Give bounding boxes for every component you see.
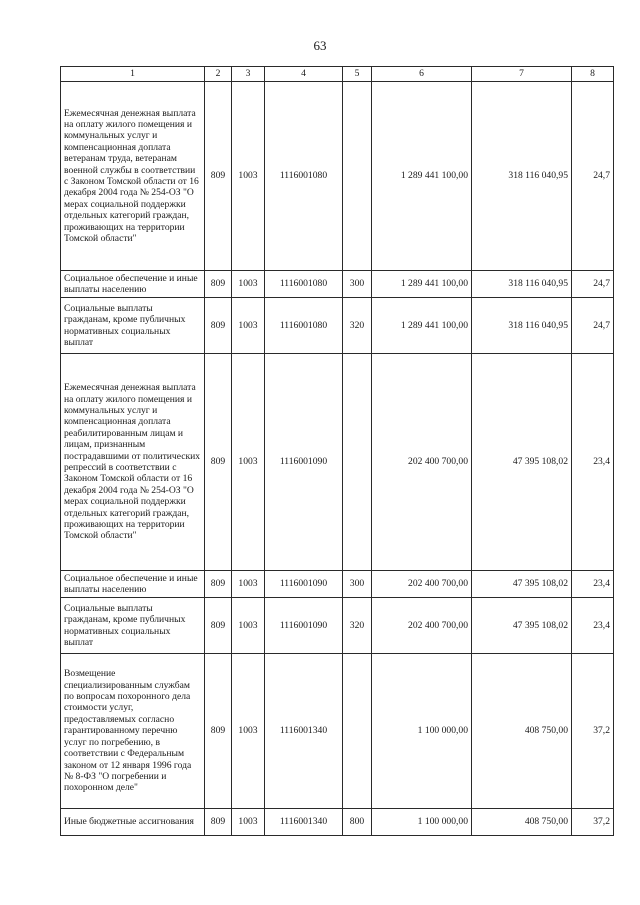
row-name-cell: Социальные выплаты гражданам, кроме публичных нормативных социальных выплат bbox=[61, 298, 205, 354]
column-header: 7 bbox=[472, 67, 572, 82]
cell-section-code: 1003 bbox=[232, 298, 265, 354]
cell-target-article: 1116001340 bbox=[265, 654, 343, 809]
cell-section-code: 1003 bbox=[232, 654, 265, 809]
table-row bbox=[61, 271, 614, 298]
cell-planned-amount: 202 400 700,00 bbox=[372, 571, 472, 598]
cell-section-code: 1003 bbox=[232, 809, 265, 836]
cell-expense-type: 300 bbox=[343, 571, 372, 598]
table-row bbox=[61, 809, 614, 836]
cell-section-code: 1003 bbox=[232, 571, 265, 598]
table-row bbox=[61, 354, 614, 571]
cell-actual-amount: 408 750,00 bbox=[472, 654, 572, 809]
column-header: 5 bbox=[343, 67, 372, 82]
column-header: 3 bbox=[232, 67, 265, 82]
column-header: 2 bbox=[205, 67, 232, 82]
cell-target-article: 1116001080 bbox=[265, 298, 343, 354]
cell-expense-type: 800 bbox=[343, 809, 372, 836]
column-header: 4 bbox=[265, 67, 343, 82]
cell-planned-amount: 1 100 000,00 bbox=[372, 654, 472, 809]
table-row bbox=[61, 654, 614, 809]
cell-admin-code: 809 bbox=[205, 82, 232, 271]
row-name-cell: Иные бюджетные ассигнования bbox=[61, 809, 205, 836]
cell-planned-amount: 1 289 441 100,00 bbox=[372, 82, 472, 271]
cell-percent: 23,4 bbox=[572, 354, 614, 571]
cell-expense-type: 320 bbox=[343, 598, 372, 654]
cell-target-article: 1116001340 bbox=[265, 809, 343, 836]
cell-admin-code: 809 bbox=[205, 654, 232, 809]
cell-actual-amount: 47 395 108,02 bbox=[472, 571, 572, 598]
column-header: 1 bbox=[61, 67, 205, 82]
budget-table bbox=[60, 66, 614, 836]
cell-actual-amount: 318 116 040,95 bbox=[472, 271, 572, 298]
cell-actual-amount: 47 395 108,02 bbox=[472, 354, 572, 571]
cell-expense-type: 300 bbox=[343, 271, 372, 298]
cell-planned-amount: 1 289 441 100,00 bbox=[372, 298, 472, 354]
cell-target-article: 1116001080 bbox=[265, 271, 343, 298]
cell-target-article: 1116001090 bbox=[265, 598, 343, 654]
cell-percent: 23,4 bbox=[572, 598, 614, 654]
table-row bbox=[61, 571, 614, 598]
table-row bbox=[61, 82, 614, 271]
cell-admin-code: 809 bbox=[205, 598, 232, 654]
row-name-cell: Социальные выплаты гражданам, кроме публичных нормативных социальных выплат bbox=[61, 598, 205, 654]
row-name-cell: Возмещение специализированным службам по вопросам похоронного дела стоимости услуг, предоставляемых согласно гарантированному перечню услуг по погребению, в соответствии с Федеральным законом от 12 января 1996 года № 8-ФЗ "О погребении и похоронном деле" bbox=[61, 654, 205, 809]
row-name-cell: Ежемесячная денежная выплата на оплату жилого помещения и коммунальных услуг и компенсационная доплата ветеранам труда, ветеранам военной службы в соответствии с Законом Томской области от 16 декабря 2004 года № 254-ОЗ "О мерах социальной поддержки отдельных категорий граждан, проживающих на территории Томской области" bbox=[61, 82, 205, 271]
cell-section-code: 1003 bbox=[232, 82, 265, 271]
table-row bbox=[61, 598, 614, 654]
cell-planned-amount: 202 400 700,00 bbox=[372, 354, 472, 571]
cell-admin-code: 809 bbox=[205, 571, 232, 598]
cell-percent: 24,7 bbox=[572, 271, 614, 298]
cell-actual-amount: 47 395 108,02 bbox=[472, 598, 572, 654]
cell-actual-amount: 408 750,00 bbox=[472, 809, 572, 836]
cell-expense-type bbox=[343, 82, 372, 271]
cell-planned-amount: 202 400 700,00 bbox=[372, 598, 472, 654]
table-row bbox=[61, 298, 614, 354]
column-header: 8 bbox=[572, 67, 614, 82]
cell-admin-code: 809 bbox=[205, 809, 232, 836]
cell-planned-amount: 1 100 000,00 bbox=[372, 809, 472, 836]
column-header: 6 bbox=[372, 67, 472, 82]
cell-admin-code: 809 bbox=[205, 354, 232, 571]
cell-actual-amount: 318 116 040,95 bbox=[472, 298, 572, 354]
page-number: 63 bbox=[313, 38, 327, 53]
row-name-cell: Ежемесячная денежная выплата на оплату жилого помещения и коммунальных услуг и компенсационная доплата реабилитированным лицам и лицам, признанным пострадавшими от политических репрессий в соответствии с Законом Томской области от 16 декабря 2004 года № 254-ОЗ "О мерах социальной поддержки отдельных категорий граждан, проживающих на территории Томской области" bbox=[61, 354, 205, 571]
cell-section-code: 1003 bbox=[232, 271, 265, 298]
cell-percent: 23,4 bbox=[572, 571, 614, 598]
cell-expense-type: 320 bbox=[343, 298, 372, 354]
cell-actual-amount: 318 116 040,95 bbox=[472, 82, 572, 271]
table-header-row bbox=[61, 67, 614, 82]
cell-percent: 24,7 bbox=[572, 82, 614, 271]
cell-expense-type bbox=[343, 654, 372, 809]
cell-section-code: 1003 bbox=[232, 354, 265, 571]
cell-planned-amount: 1 289 441 100,00 bbox=[372, 271, 472, 298]
cell-percent: 24,7 bbox=[572, 298, 614, 354]
row-name-cell: Социальное обеспечение и иные выплаты населению bbox=[61, 271, 205, 298]
cell-target-article: 1116001080 bbox=[265, 82, 343, 271]
cell-expense-type bbox=[343, 354, 372, 571]
cell-percent: 37,2 bbox=[572, 809, 614, 836]
cell-admin-code: 809 bbox=[205, 271, 232, 298]
cell-target-article: 1116001090 bbox=[265, 571, 343, 598]
cell-admin-code: 809 bbox=[205, 298, 232, 354]
cell-section-code: 1003 bbox=[232, 598, 265, 654]
cell-percent: 37,2 bbox=[572, 654, 614, 809]
cell-target-article: 1116001090 bbox=[265, 354, 343, 571]
row-name-cell: Социальное обеспечение и иные выплаты населению bbox=[61, 571, 205, 598]
